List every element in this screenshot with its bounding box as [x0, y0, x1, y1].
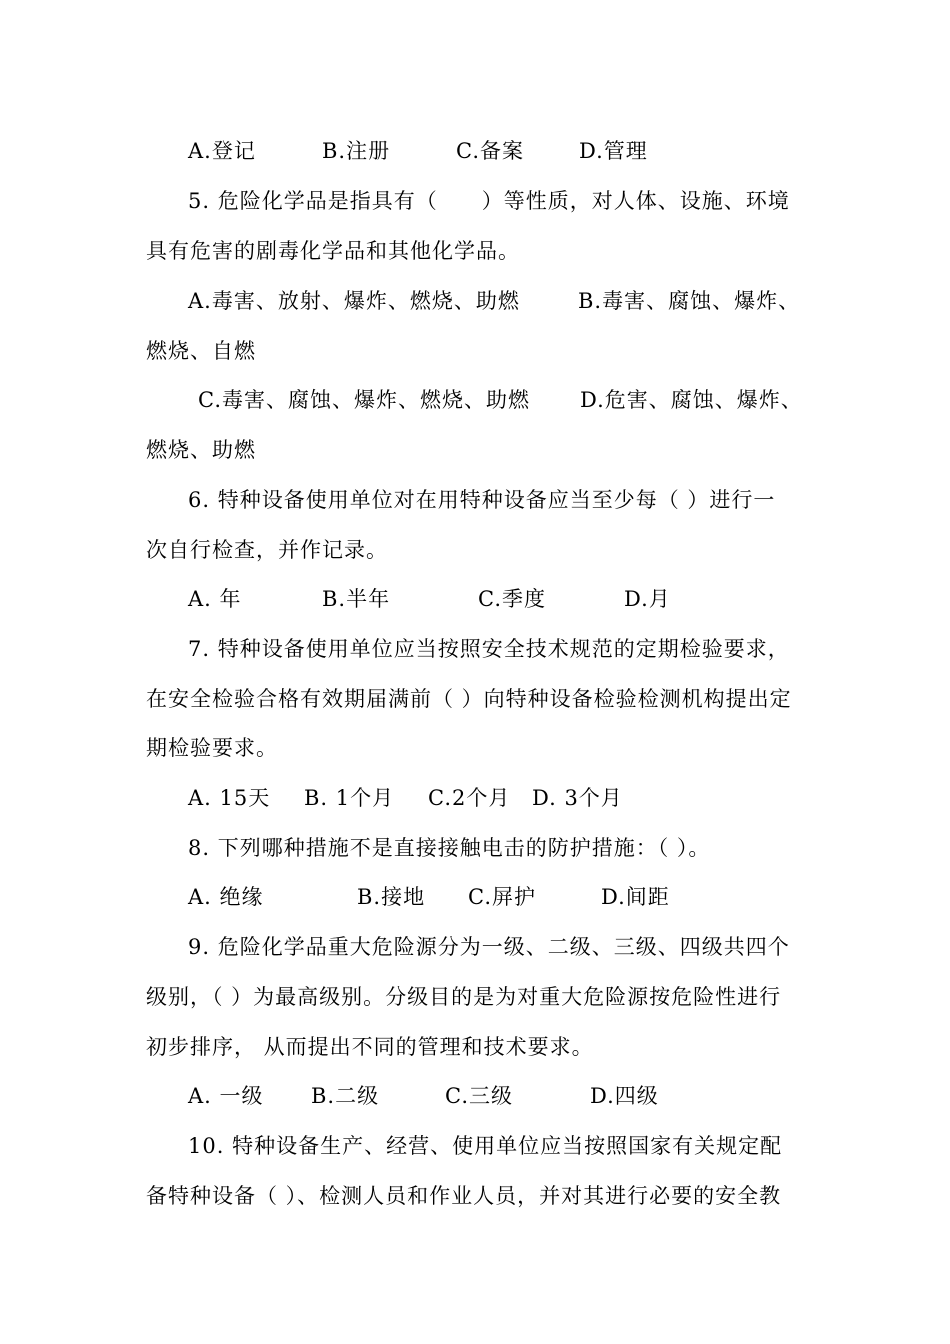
q5-stem-line2: 具有危害的剧毒化学品和其他化学品。: [146, 239, 520, 263]
q7-option-a: A. 15天: [188, 786, 271, 810]
q9-option-a: A. 一级: [188, 1084, 264, 1108]
q4-option-d: D.管理: [579, 139, 648, 163]
q10-stem-line2: 备特种设备（ ）、检测人员和作业人员，并对其进行必要的安全教: [146, 1184, 782, 1208]
q5-option-c: C.毒害、腐蚀、爆炸、燃烧、助燃: [198, 388, 530, 412]
q5-option-d: D.危害、腐蚀、爆炸、: [580, 388, 803, 412]
q5-option-a: A.毒害、放射、爆炸、燃烧、助燃: [188, 289, 520, 313]
q7-stem-line2: 在安全检验合格有效期届满前（ ）向特种设备检验检测机构提出定: [146, 687, 792, 711]
q7-stem-line3: 期检验要求。: [146, 736, 278, 760]
q9-stem-line3: 初步排序， 从而提出不同的管理和技术要求。: [146, 1035, 594, 1059]
q5-option-b-continued: 燃烧、自燃: [146, 339, 256, 363]
q6-option-d: D.月: [624, 587, 671, 611]
q9-option-d: D.四级: [590, 1084, 659, 1108]
q4-option-b: B.注册: [322, 139, 391, 163]
q8-stem-line1: 8. 下列哪种措施不是直接接触电击的防护措施：（ ）。: [188, 836, 711, 860]
q6-stem-line2: 次自行检查，并作记录。: [146, 538, 388, 562]
q9-option-c: C.三级: [445, 1084, 513, 1108]
q9-stem-line1: 9. 危险化学品重大危险源分为一级、二级、三级、四级共四个: [188, 935, 790, 959]
q8-option-d: D.间距: [601, 885, 670, 909]
q5-option-d-continued: 燃烧、助燃: [146, 438, 256, 462]
q5-stem-line1: 5. 危险化学品是指具有（ ）等性质，对人体、设施、环境: [188, 189, 790, 213]
q6-option-c: C.季度: [478, 587, 546, 611]
q7-option-b: B. 1个月: [304, 786, 395, 810]
q7-option-c: C.2个月: [428, 786, 511, 810]
q6-option-b: B.半年: [322, 587, 391, 611]
q8-option-c: C.屏护: [468, 885, 536, 909]
q6-stem-line1: 6. 特种设备使用单位对在用特种设备应当至少每（ ）进行一: [188, 488, 776, 512]
q9-option-b: B.二级: [311, 1084, 380, 1108]
q5-option-b: B.毒害、腐蚀、爆炸、: [578, 289, 801, 313]
q7-stem-line1: 7. 特种设备使用单位应当按照安全技术规范的定期检验要求，: [188, 637, 790, 661]
q10-stem-line1: 10. 特种设备生产、经营、使用单位应当按照国家有关规定配: [188, 1134, 783, 1158]
q6-option-a: A. 年: [188, 587, 242, 611]
q4-option-a: A.登记: [188, 139, 256, 163]
q7-option-d: D. 3个月: [532, 786, 623, 810]
q8-option-a: A. 绝缘: [188, 885, 264, 909]
q8-option-b: B.接地: [357, 885, 426, 909]
q9-stem-line2: 级别，（ ）为最高级别。分级目的是为对重大危险源按危险性进行: [146, 985, 782, 1009]
q4-option-c: C.备案: [456, 139, 524, 163]
